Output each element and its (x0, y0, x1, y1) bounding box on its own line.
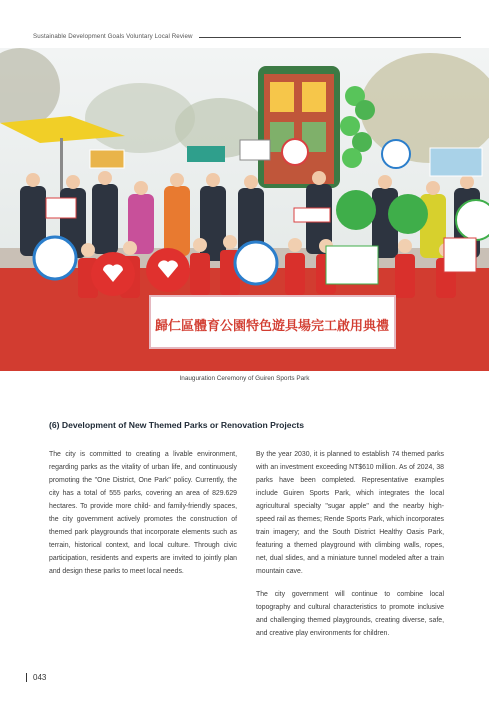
ceremony-photo (0, 48, 489, 371)
header-divider (199, 37, 461, 38)
right-paragraph-1: By the year 2030, it is planned to establish 74 themed parks with an investment exceeding NT$610 million. As of 2024, 38 parks have been completed. Representative examples include Guiren Sports Park, which integrates the local agricultural specialty "sugar apple" and the nearby high-speed rail as themes; Rende Sports Park, which incorporates train imagery; and the South District Healthy Oasis Park, featuring a themed playground with climbing walls, ropes, net, dual slides, and a miniature tunnel modeled after a train mountain cave. (256, 451, 444, 575)
right-column (256, 448, 444, 650)
left-column (49, 448, 237, 588)
page-number: 043 (26, 673, 46, 682)
running-header: Sustainable Development Goals Voluntary Local Review (33, 33, 193, 40)
right-paragraph-2: The city government will continue to combine local topography and cultural characteristics to promote inclusive and challenging themed playgrounds, creating diverse, safe, and creative play environments for children. (256, 591, 444, 637)
banner-text: 歸仁區體育公園特色遊具場完工啟用典禮 (154, 319, 390, 334)
photo-caption: Inauguration Ceremony of Guiren Sports Park (179, 375, 310, 382)
left-paragraph-1: The city is committed to creating a livable environment, regarding parks as the vitality of urban life, and continuously promoting the "One District, One Park" policy. Currently, the city has a total of 555 parks, covering an area of 829.629 hectares. To provide more child- and family-friendly spaces, the city government actively promotes the construction of themed park playgrounds that incorporate elements such as terrain, historical context, and local culture. Through civic participation, residents and experts are invited to jointly plan and design these parks to meet local needs. (49, 451, 237, 575)
section-heading: (6) Development of New Themed Parks or Renovation Projects (49, 420, 305, 430)
